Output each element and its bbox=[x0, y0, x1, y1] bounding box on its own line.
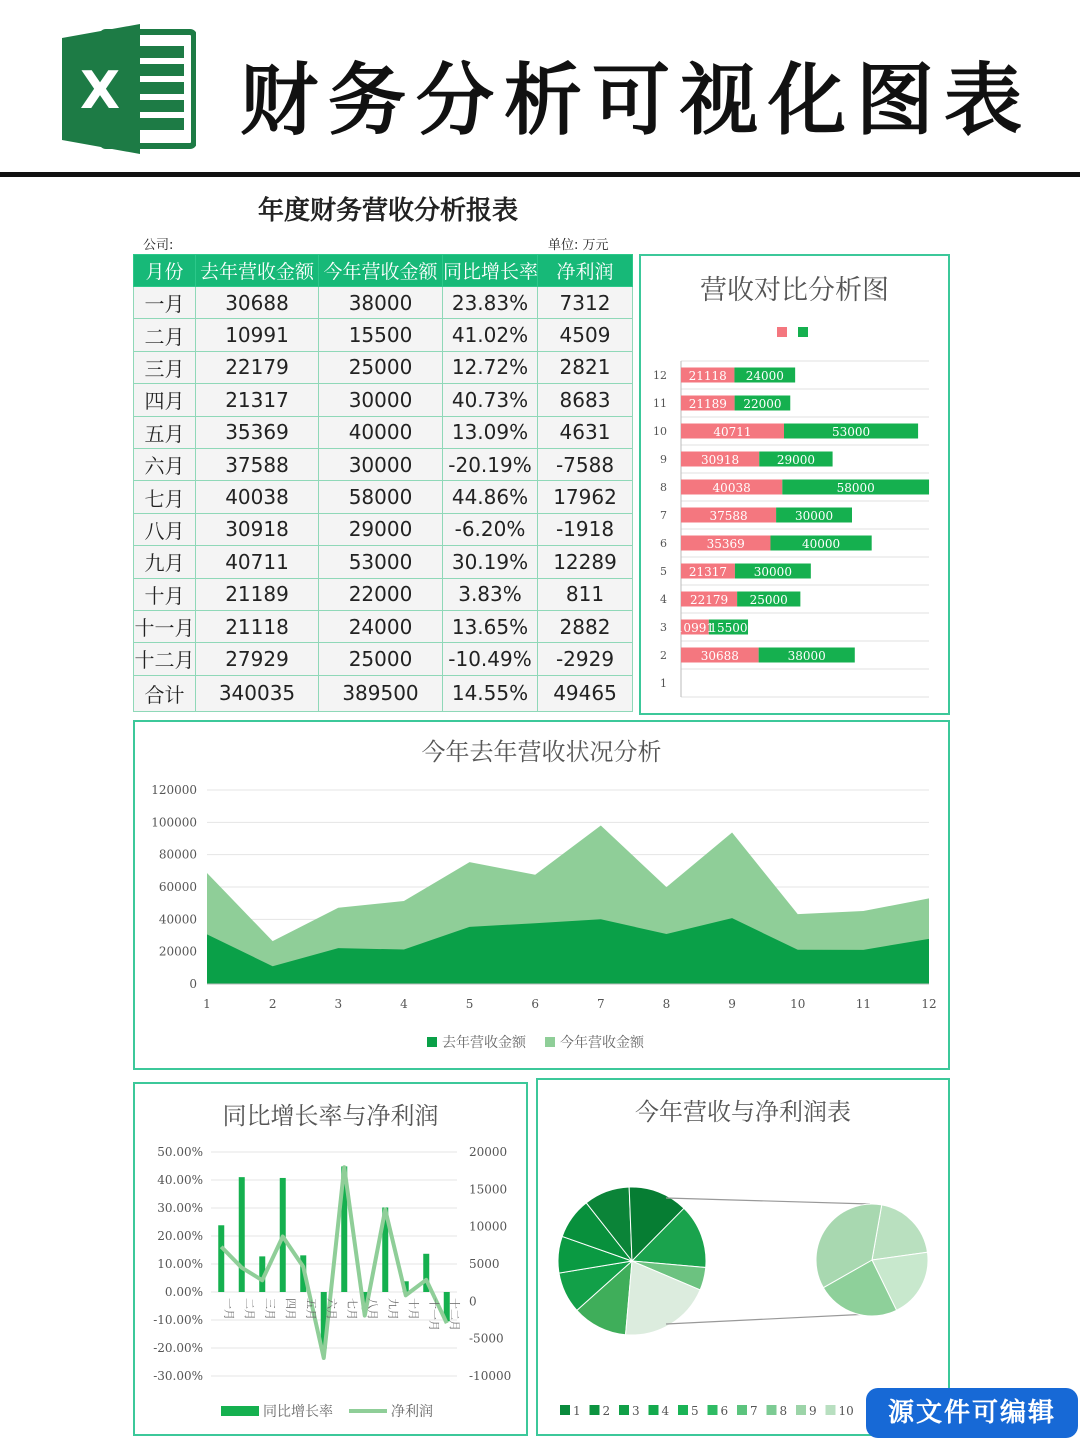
total-value-cell: 14.55% bbox=[443, 675, 538, 711]
y-tick-label: 7 bbox=[660, 509, 667, 522]
left-y-tick-label: 0.00% bbox=[164, 1285, 203, 1299]
left-y-tick-label: 50.00% bbox=[157, 1145, 203, 1159]
bar-data-label: 15500 bbox=[709, 621, 748, 635]
legend-label: 7 bbox=[750, 1404, 758, 1418]
left-y-tick-label: 30.00% bbox=[157, 1201, 203, 1215]
legend-marker bbox=[649, 1405, 659, 1415]
table-header-row bbox=[134, 255, 633, 287]
left-y-tick-label: -20.00% bbox=[153, 1341, 203, 1355]
bar-data-label: 30000 bbox=[753, 565, 792, 579]
bar-data-label: 29000 bbox=[776, 453, 816, 467]
x-tick-label: 2 bbox=[268, 997, 277, 1011]
table-total-row bbox=[134, 675, 633, 711]
value-cell: 8683 bbox=[538, 384, 633, 416]
column-header: 月份 bbox=[134, 255, 196, 287]
table-row bbox=[134, 384, 633, 416]
page-title: 财务分析可视化图表 bbox=[240, 56, 1033, 146]
right-y-tick-label: 5000 bbox=[469, 1257, 500, 1271]
legend-marker bbox=[767, 1405, 777, 1415]
legend-marker-this-year bbox=[545, 1037, 555, 1047]
header-divider bbox=[0, 172, 1080, 177]
total-value-cell: 340035 bbox=[196, 675, 319, 711]
bar-data-label: 53000 bbox=[831, 425, 871, 439]
value-cell: 17962 bbox=[538, 481, 633, 513]
excel-logo-letter: X bbox=[79, 61, 121, 121]
x-tick-label: 二月 bbox=[242, 1298, 256, 1320]
bar-data-label: 21118 bbox=[688, 369, 727, 383]
y-tick-label: 1 bbox=[660, 677, 667, 690]
legend-label: 6 bbox=[720, 1404, 729, 1418]
pie-connector-line bbox=[666, 1314, 870, 1324]
value-cell: 21317 bbox=[196, 384, 319, 416]
bar-data-label: 30000 bbox=[794, 509, 834, 523]
value-cell: 40711 bbox=[196, 546, 319, 578]
bar-data-label: 38000 bbox=[787, 649, 826, 663]
value-cell: 12.72% bbox=[443, 351, 538, 383]
value-cell: 40038 bbox=[196, 481, 319, 513]
value-cell: 30918 bbox=[196, 513, 319, 545]
legend-marker bbox=[826, 1405, 836, 1415]
y-tick-label: 80000 bbox=[158, 847, 197, 862]
legend-marker-last-year bbox=[777, 327, 787, 337]
table-row bbox=[134, 481, 633, 513]
column-header: 去年营收金额 bbox=[196, 255, 319, 287]
company-label: 公司: bbox=[143, 238, 174, 253]
x-tick-label: 8 bbox=[662, 997, 671, 1011]
y-tick-label: 60000 bbox=[158, 880, 197, 894]
x-tick-label: 9 bbox=[728, 997, 736, 1011]
y-tick-label: 11 bbox=[653, 397, 667, 410]
x-tick-label: 4 bbox=[400, 997, 408, 1011]
value-cell: 41.02% bbox=[443, 319, 538, 351]
bar-data-label: 21317 bbox=[688, 565, 728, 579]
chart-title: 今年去年营收状况分析 bbox=[421, 738, 662, 766]
value-cell: 53000 bbox=[319, 546, 443, 578]
report-title: 年度财务营收分析报表 bbox=[258, 196, 519, 226]
value-cell: 25000 bbox=[319, 643, 443, 675]
bar-data-label: 24000 bbox=[745, 369, 784, 383]
value-cell: -1918 bbox=[538, 513, 633, 545]
value-cell: 12289 bbox=[538, 546, 633, 578]
bar-data-label: 30918 bbox=[701, 453, 740, 467]
total-value-cell: 49465 bbox=[538, 675, 633, 711]
total-value-cell: 389500 bbox=[319, 675, 443, 711]
table-row bbox=[134, 578, 633, 610]
unit-label: 单位: 万元 bbox=[548, 238, 609, 253]
value-cell: 13.09% bbox=[443, 416, 538, 448]
bar-data-label: 40038 bbox=[712, 481, 751, 495]
bar-data-label: 35369 bbox=[706, 537, 745, 551]
value-cell: 37588 bbox=[196, 448, 319, 480]
value-cell: 30000 bbox=[319, 448, 443, 480]
y-tick-label: 12 bbox=[653, 369, 667, 382]
month-cell: 八月 bbox=[134, 513, 196, 545]
y-tick-label: 5 bbox=[660, 565, 667, 578]
value-cell: 30.19% bbox=[443, 546, 538, 578]
bar-data-label: 21189 bbox=[688, 397, 727, 411]
y-tick-label: 0 bbox=[189, 977, 197, 991]
x-tick-label: 九月 bbox=[386, 1298, 400, 1320]
x-tick-label: 七月 bbox=[345, 1298, 359, 1320]
value-cell: 38000 bbox=[319, 287, 443, 319]
y-tick-label: 20000 bbox=[158, 944, 197, 959]
excel-logo-icon bbox=[62, 22, 196, 156]
legend-label: 去年营收金额 bbox=[442, 1035, 526, 1051]
value-cell: 4631 bbox=[538, 416, 633, 448]
value-cell: 35369 bbox=[196, 416, 319, 448]
revenue-area-chart-panel bbox=[133, 720, 950, 1070]
revenue-table bbox=[133, 254, 633, 712]
value-cell: 27929 bbox=[196, 643, 319, 675]
value-cell: 44.86% bbox=[443, 481, 538, 513]
value-cell: 23.83% bbox=[443, 287, 538, 319]
legend-marker-last-year bbox=[427, 1037, 437, 1047]
legend-marker bbox=[590, 1405, 600, 1415]
legend-label: 4 bbox=[661, 1404, 670, 1418]
column-header: 净利润 bbox=[538, 255, 633, 287]
left-y-tick-label: 40.00% bbox=[157, 1173, 203, 1187]
value-cell: 21118 bbox=[196, 610, 319, 642]
legend-label: 今年营收金额 bbox=[560, 1035, 644, 1051]
bar-growth-rate bbox=[218, 1225, 224, 1292]
legend-label: 10 bbox=[838, 1404, 854, 1418]
value-cell: 22179 bbox=[196, 351, 319, 383]
value-cell: -20.19% bbox=[443, 448, 538, 480]
right-y-tick-label: 20000 bbox=[469, 1145, 508, 1159]
table-row bbox=[134, 643, 633, 675]
x-tick-label: 3 bbox=[334, 997, 343, 1011]
bar-data-label: 25000 bbox=[749, 593, 788, 607]
x-tick-label: 1 bbox=[203, 997, 211, 1011]
growth-profit-chart bbox=[135, 1084, 526, 1434]
bar-data-label: 30688 bbox=[700, 649, 739, 663]
x-tick-label: 12 bbox=[921, 997, 937, 1011]
legend-marker bbox=[796, 1405, 806, 1415]
right-y-tick-label: 10000 bbox=[469, 1219, 508, 1234]
month-cell: 十二月 bbox=[134, 643, 196, 675]
x-tick-label: 八月 bbox=[365, 1298, 379, 1320]
y-tick-label: 100000 bbox=[151, 815, 197, 830]
table-row bbox=[134, 513, 633, 545]
right-y-tick-label: -10000 bbox=[469, 1369, 512, 1383]
y-tick-label: 2 bbox=[660, 649, 667, 662]
value-cell: 10991 bbox=[196, 319, 319, 351]
table-row bbox=[134, 610, 633, 642]
value-cell: 30688 bbox=[196, 287, 319, 319]
month-cell: 五月 bbox=[134, 416, 196, 448]
value-cell: 58000 bbox=[319, 481, 443, 513]
value-cell: 811 bbox=[538, 578, 633, 610]
legend-label: 净利润 bbox=[391, 1404, 433, 1420]
y-tick-label: 40000 bbox=[158, 912, 197, 927]
value-cell: 21189 bbox=[196, 578, 319, 610]
revenue-profit-pie-panel bbox=[536, 1078, 950, 1436]
bar-data-label: 22179 bbox=[689, 593, 729, 607]
month-cell: 三月 bbox=[134, 351, 196, 383]
table-row bbox=[134, 319, 633, 351]
month-cell: 一月 bbox=[134, 287, 196, 319]
column-header: 今年营收金额 bbox=[319, 255, 443, 287]
value-cell: -10.49% bbox=[443, 643, 538, 675]
table-row bbox=[134, 287, 633, 319]
x-tick-label: 六月 bbox=[324, 1298, 338, 1320]
y-tick-label: 6 bbox=[660, 537, 667, 550]
value-cell: 2821 bbox=[538, 351, 633, 383]
right-y-tick-label: 0 bbox=[469, 1294, 477, 1309]
legend-label: 8 bbox=[779, 1404, 788, 1418]
month-cell: 九月 bbox=[134, 546, 196, 578]
value-cell: 3.83% bbox=[443, 578, 538, 610]
legend-marker bbox=[619, 1405, 629, 1415]
bar-data-label: 37588 bbox=[709, 509, 748, 523]
x-tick-label: 五月 bbox=[304, 1298, 318, 1320]
value-cell: 4509 bbox=[538, 319, 633, 351]
x-tick-label: 11 bbox=[855, 997, 872, 1011]
y-tick-label: 9 bbox=[660, 453, 667, 466]
bar-growth-rate bbox=[239, 1177, 245, 1292]
left-y-tick-label: 10.00% bbox=[157, 1257, 203, 1271]
legend-label: 5 bbox=[691, 1404, 699, 1418]
legend-marker-growth bbox=[221, 1406, 259, 1416]
month-cell: 十一月 bbox=[134, 610, 196, 642]
table-row bbox=[134, 351, 633, 383]
table-row bbox=[134, 416, 633, 448]
value-cell: 30000 bbox=[319, 384, 443, 416]
x-tick-label: 6 bbox=[531, 997, 540, 1011]
right-y-tick-label: 15000 bbox=[469, 1182, 508, 1197]
legend-marker bbox=[708, 1405, 718, 1415]
revenue-area-chart bbox=[135, 722, 948, 1068]
line-net-profit bbox=[221, 1167, 447, 1358]
x-tick-label: 十一月 bbox=[427, 1298, 441, 1331]
bar-data-label: 58000 bbox=[836, 481, 875, 495]
value-cell: 7312 bbox=[538, 287, 633, 319]
chart-title: 营收对比分析图 bbox=[700, 275, 889, 306]
chart-title: 今年营收与净利润表 bbox=[635, 1098, 851, 1126]
legend-label: 9 bbox=[809, 1404, 817, 1418]
month-cell: 二月 bbox=[134, 319, 196, 351]
x-tick-label: 一月 bbox=[222, 1298, 236, 1320]
editable-source-badge[interactable]: 源文件可编辑 bbox=[866, 1388, 1078, 1438]
month-cell: 十月 bbox=[134, 578, 196, 610]
value-cell: 40.73% bbox=[443, 384, 538, 416]
total-label-cell: 合计 bbox=[134, 675, 196, 711]
legend-label: 2 bbox=[602, 1404, 611, 1418]
legend-label: 同比增长率 bbox=[263, 1404, 333, 1420]
pie-connector-line bbox=[666, 1198, 870, 1204]
x-tick-label: 7 bbox=[596, 997, 605, 1011]
legend-marker bbox=[678, 1405, 688, 1415]
y-tick-label: 3 bbox=[660, 621, 667, 634]
table-row bbox=[134, 448, 633, 480]
x-tick-label: 5 bbox=[465, 997, 474, 1011]
revenue-comparison-chart bbox=[641, 256, 948, 713]
month-cell: 四月 bbox=[134, 384, 196, 416]
x-tick-label: 十二月 bbox=[447, 1298, 461, 1331]
chart-title: 同比增长率与净利润 bbox=[222, 1102, 439, 1130]
value-cell: 15500 bbox=[319, 319, 443, 351]
legend-marker bbox=[560, 1405, 570, 1415]
x-tick-label: 三月 bbox=[263, 1298, 277, 1320]
value-cell: -2929 bbox=[538, 643, 633, 675]
x-tick-label: 10 bbox=[790, 997, 806, 1011]
table-row bbox=[134, 546, 633, 578]
page-header bbox=[0, 0, 1080, 180]
x-tick-label: 十月 bbox=[406, 1298, 420, 1320]
left-y-tick-label: -10.00% bbox=[153, 1313, 203, 1327]
revenue-comparison-chart-panel bbox=[639, 254, 950, 715]
bar-data-label: 40000 bbox=[801, 537, 841, 551]
bar-data-label: 10991 bbox=[675, 621, 714, 635]
value-cell: -7588 bbox=[538, 448, 633, 480]
revenue-profit-pie-chart bbox=[538, 1080, 948, 1434]
y-tick-label: 10 bbox=[653, 425, 667, 438]
y-tick-label: 120000 bbox=[151, 783, 197, 797]
value-cell: 29000 bbox=[319, 513, 443, 545]
column-header: 同比增长率 bbox=[443, 255, 538, 287]
value-cell: 2882 bbox=[538, 610, 633, 642]
value-cell: 13.65% bbox=[443, 610, 538, 642]
value-cell: 22000 bbox=[319, 578, 443, 610]
legend-label: 1 bbox=[573, 1404, 581, 1418]
value-cell: 25000 bbox=[319, 351, 443, 383]
left-y-tick-label: -30.00% bbox=[153, 1369, 203, 1383]
legend-marker bbox=[737, 1405, 747, 1415]
y-tick-label: 4 bbox=[660, 593, 667, 606]
bar-data-label: 40711 bbox=[713, 425, 752, 439]
legend-label: 3 bbox=[632, 1404, 640, 1418]
right-y-tick-label: -5000 bbox=[469, 1331, 504, 1346]
month-cell: 六月 bbox=[134, 448, 196, 480]
value-cell: -6.20% bbox=[443, 513, 538, 545]
value-cell: 24000 bbox=[319, 610, 443, 642]
x-tick-label: 四月 bbox=[283, 1298, 297, 1320]
left-y-tick-label: 20.00% bbox=[157, 1229, 203, 1243]
month-cell: 七月 bbox=[134, 481, 196, 513]
bar-data-label: 22000 bbox=[743, 397, 782, 411]
growth-profit-chart-panel bbox=[133, 1082, 528, 1436]
value-cell: 40000 bbox=[319, 416, 443, 448]
legend-marker-this-year bbox=[798, 327, 808, 337]
y-tick-label: 8 bbox=[660, 481, 667, 494]
